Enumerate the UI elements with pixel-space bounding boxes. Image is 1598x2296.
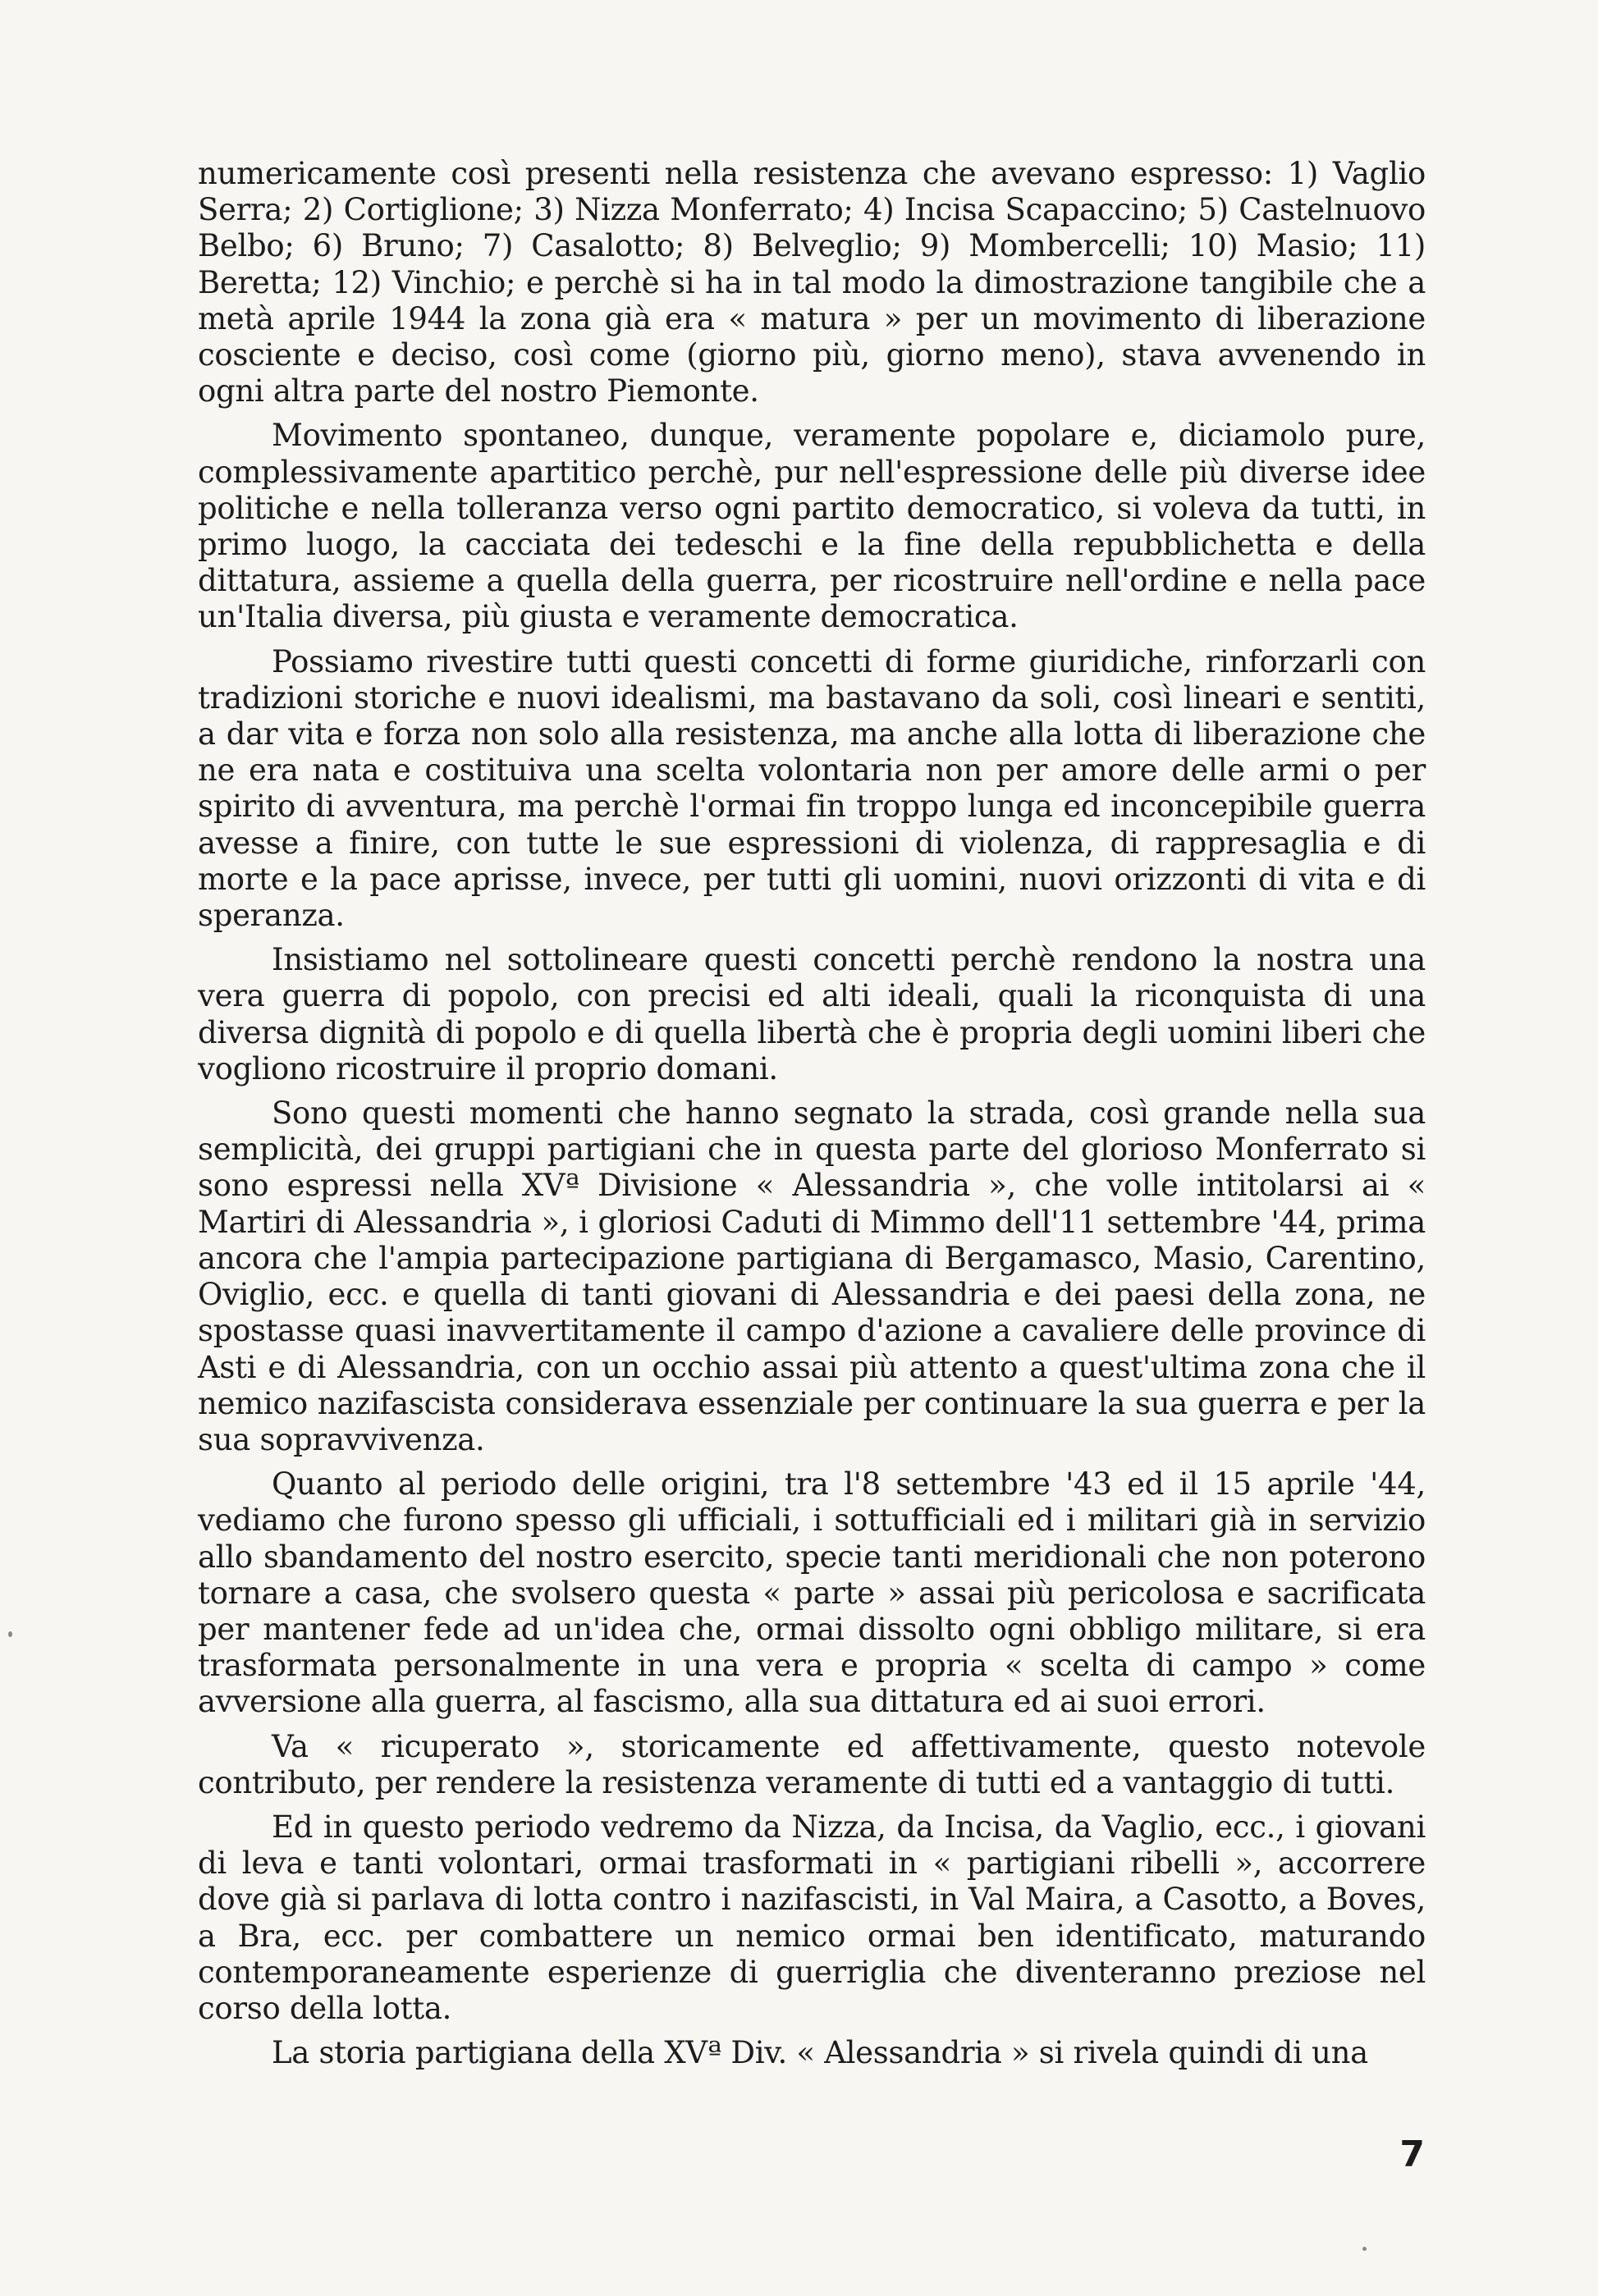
paragraph: Possiamo rivestire tutti questi concetti di forme giuridiche, rinforzarli con tradizioni storiche e nuovi idealismi, ma bastavano da soli, così lineari e sentiti, a dar vita e forza non solo alla resistenza, ma anche alla lotta di liberazione che ne era nata e costituiva una scelta volontaria non per amore delle armi o per spirito di avventura, ma perchè l'ormai fin troppo lunga ed inconcepibile guerra avesse a finire, con tutte le sue espressioni di violenza, di rappresaglia e di morte e la pace aprisse, invece, per tutti gli uomini, nuovi orizzonti di vita e di speranza.	[198, 643, 1426, 934]
paragraph: Va « ricuperato », storicamente ed affettivamente, questo notevole contributo, per rendere la resistenza veramente di tutti ed a vantaggio di tutti.	[198, 1728, 1426, 1800]
paragraph: numericamente così presenti nella resistenza che avevano espresso: 1) Vaglio Serra; 2) Cortiglione; 3) Nizza Monferrato; 4) Incisa Scapaccino; 5) Castelnuovo Belbo; 6) Bruno; 7) Casalotto; 8) Belveglio; 9) Mombercelli; 10) Masio; 11) Beretta; 12) Vinchio; e perchè si ha in tal modo la dimostrazione tangibile che a metà aprile 1944 la zona già era « matura » per un movimento di liberazione cosciente e deciso, così come (giorno più, giorno meno), stava avvenendo in ogni altra parte del nostro Piemonte.	[198, 156, 1426, 409]
paragraph: Sono questi momenti che hanno segnato la strada, così grande nella sua semplicità, dei gruppi partigiani che in questa parte del glorioso Monferrato si sono espressi nella XVª Divisione « Alessandria », che volle intitolarsi ai « Martiri di Alessandria », i gloriosi Caduti di Mimmo dell'11 settembre '44, prima ancora che l'ampia partecipazione partigiana di Bergamasco, Masio, Carentino, Oviglio, ecc. e quella di tanti giovani di Alessandria e dei paesi della zona, ne spostasse quasi inavvertitamente il campo d'azione a cavaliere delle province di Asti e di Alessandria, con un occhio assai più attento a quest'ultima zona che il nemico nazifascista considerava essenziale per continuare la sua guerra e per la sua sopravvivenza.	[198, 1095, 1426, 1457]
paragraph: Insistiamo nel sottolineare questi concetti perchè rendono la nostra una vera guerra di popolo, con precisi ed alti ideali, quali la riconquista di una diversa dignità di popolo e di quella libertà che è propria degli uomini liberi che vogliono ricostruire il proprio domani.	[198, 942, 1426, 1086]
paragraph: La storia partigiana della XVª Div. « Alessandria » si rivela quindi di una	[272, 2035, 1368, 2071]
paragraph: Quanto al periodo delle origini, tra l'8 settembre '43 ed il 15 aprile '44, vediamo che furono spesso gli ufficiali, i sottufficiali ed i militari già in servizio allo sbandamento del nostro esercito, specie tanti meridionali che non poterono tornare a casa, che svolsero questa « parte » assai più pericolosa e sacrificata per mantener fede ad un'idea che, ormai dissolto ogni obbligo militare, si era trasformata personalmente in una vera e propria « scelta di campo » come avversione alla guerra, al fascismo, alla sua dittatura ed ai suoi errori.	[198, 1466, 1426, 1720]
body-text	[198, 156, 1426, 2079]
paragraph: Movimento spontaneo, dunque, veramente popolare e, diciamolo pure, complessivamente apartitico perchè, pur nell'espressione delle più diverse idee politiche e nella tolleranza verso ogni partito democratico, si voleva da tutti, in primo luogo, la cacciata dei tedeschi e la fine della repubblichetta e della dittatura, assieme a quella della guerra, per ricostruire nell'ordine e nella pace un'Italia diversa, più giusta e veramente democratica.	[198, 418, 1426, 635]
page-number: 7	[1399, 2134, 1425, 2175]
paragraph: Ed in questo periodo vedremo da Nizza, da Incisa, da Vaglio, ecc., i giovani di leva e tanti volontari, ormai trasformati in « partigiani ribelli », accorrere dove già si parlava di lotta contro i nazifascisti, in Val Maira, a Casotto, a Boves, a Bra, ecc. per combattere un nemico ormai ben identificato, maturando contemporaneamente esperienze di guerriglia che diventeranno preziose nel corso della lotta.	[198, 1809, 1426, 2026]
print-speck	[1362, 2247, 1367, 2251]
print-speck	[8, 1631, 12, 1637]
